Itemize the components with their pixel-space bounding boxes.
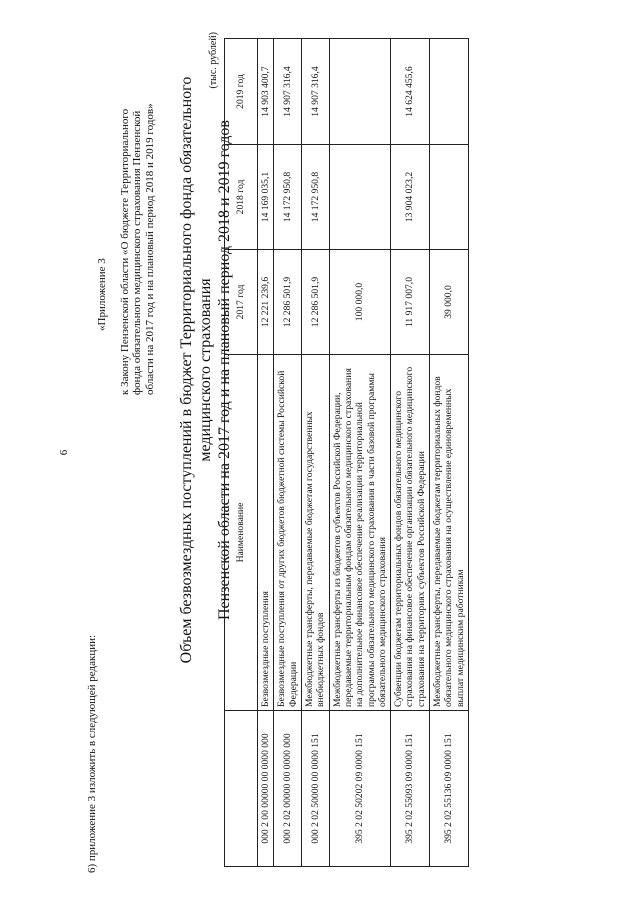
row-code: 000 2 02 50000 00 0000 151 bbox=[301, 711, 329, 867]
row-2018 bbox=[329, 145, 391, 250]
row-2017: 12 286 501,9 bbox=[274, 250, 302, 355]
row-code: 000 2 00 00000 00 0000 000 bbox=[258, 711, 274, 867]
appendix-block bbox=[96, 65, 157, 395]
table-row bbox=[329, 39, 391, 867]
appendix-line: фонда обязательного медицинского страхования Пензенской bbox=[131, 110, 144, 395]
heading-line-1: Объем безвозмездных поступлений в бюджет Территориального фонда обязательного медицинского страхования bbox=[178, 76, 214, 664]
row-code: 000 2 02 00000 00 0000 000 bbox=[274, 711, 302, 867]
budget-table bbox=[224, 38, 469, 867]
row-2019: 14 907 316,4 bbox=[301, 39, 329, 145]
table-row bbox=[301, 39, 329, 867]
row-2017: 100 000,0 bbox=[329, 250, 391, 355]
table-row bbox=[430, 39, 469, 867]
header-2019: 2019 год bbox=[225, 39, 258, 145]
row-2019 bbox=[329, 39, 391, 145]
table-header-row bbox=[225, 39, 258, 867]
row-name: Безвозмездные поступления bbox=[258, 355, 274, 711]
row-2019 bbox=[430, 39, 469, 145]
row-2017: 39 000,0 bbox=[430, 250, 469, 355]
row-name: Межбюджетные трансферты, передаваемые бюджетам территориальных фондов обязательного медицинского страхования на осуществление единовременных выплат медицинским работникам bbox=[430, 355, 469, 711]
header-code bbox=[225, 711, 258, 867]
table-row bbox=[258, 39, 274, 867]
row-name: Межбюджетные трансферты из бюджетов субъектов Российской Федерации, передаваемые территориальным фондам обязательного медицинского страхования на дополнительное финансовое обеспечение реализации территориальной программы обязательного медицинского страхования в части базовой программы обязательного медицинского страхования bbox=[329, 355, 391, 711]
row-name: Безвозмездные поступления от других бюджетов бюджетной системы Российской Федерации bbox=[274, 355, 302, 711]
row-2017: 12 221 239,6 bbox=[258, 250, 274, 355]
row-2019: 14 624 455,6 bbox=[391, 39, 430, 145]
row-2018: 14 169 035,1 bbox=[258, 145, 274, 250]
row-2018: 13 904 023,2 bbox=[391, 145, 430, 250]
table-row bbox=[391, 39, 430, 867]
row-2019: 14 907 316,4 bbox=[274, 39, 302, 145]
appendix-line: к Закону Пензенской области «О бюджете Территориального bbox=[118, 108, 131, 395]
units-label: (тыс. рублей) bbox=[208, 32, 219, 89]
page-number: 6 bbox=[58, 449, 70, 456]
row-2019: 14 903 400,7 bbox=[258, 39, 274, 145]
row-2017: 12 286 501,9 bbox=[301, 250, 329, 355]
row-code: 395 2 02 55093 09 0000 151 bbox=[391, 711, 430, 867]
row-2017: 11 917 007,0 bbox=[391, 250, 430, 355]
header-name: Наименование bbox=[225, 355, 258, 711]
row-code: 395 2 02 50202 09 0000 151 bbox=[329, 711, 391, 867]
row-2018: 14 172 950,8 bbox=[301, 145, 329, 250]
row-name: Субвенции бюджетам территориальных фондов обязательного медицинского страхования на финансовое обеспечение организации обязательного медицинского страхования на территориях субъектов Российской Федерации bbox=[391, 355, 430, 711]
heading-line-2: Пензенской области на 2017 год и на плановый период 2018 и 2019 годов bbox=[215, 120, 233, 620]
appendix-title: «Приложение 3 bbox=[96, 258, 108, 331]
row-2018: 14 172 950,8 bbox=[274, 145, 302, 250]
header-2018: 2018 год bbox=[225, 145, 258, 250]
table-row bbox=[274, 39, 302, 867]
intro-text: 6) приложение 3 изложить в следующей редакции: bbox=[86, 634, 98, 873]
header-2017: 2017 год bbox=[225, 250, 258, 355]
row-2018 bbox=[430, 145, 469, 250]
appendix-line: области на 2017 год и на плановый период 2018 и 2019 годов» bbox=[143, 103, 156, 395]
row-name: Межбюджетные трансферты, передаваемые бюджетам государственных внебюджетных фондов bbox=[301, 355, 329, 711]
row-code: 395 2 02 55136 09 0000 151 bbox=[430, 711, 469, 867]
